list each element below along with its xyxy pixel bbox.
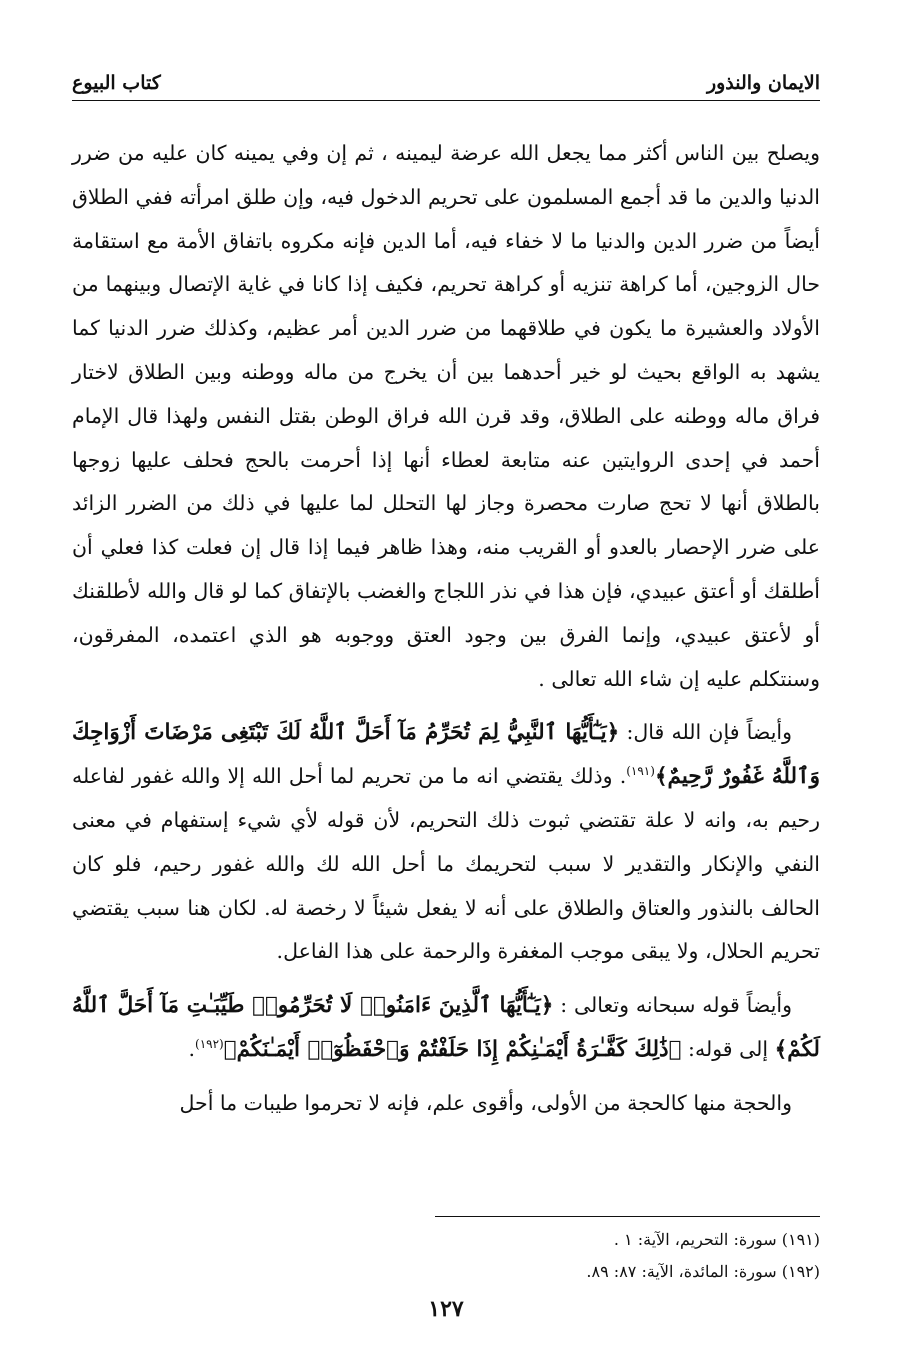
paragraph-3-intro: وأيضاً قوله سبحانه وتعالى : — [553, 993, 792, 1018]
main-text — [72, 132, 820, 1126]
paragraph-2-intro: وأيضاً فإن الله قال: — [619, 720, 793, 745]
book-page — [72, 60, 820, 1350]
paragraph-1: ويصلح بين الناس أكثر مما يجعل الله عرضة ليمينه ، ثم إن وفي يمينه كان عليه من ضرر الدنيا والدين ما قد أجمع المسلمون على تحريم الدخول فيه، وإن طلق امرأته ففي الطلاق أيضاً من ضرر الدين والدنيا ما لا خفاء فيه، أما الدين فإنه مكروه باتفاق الأمة مع استقامة حال الزوجين، أما كراهة تنزيه أو كراهة تحريم، فكيف إذا كانا في غاية الإتصال وبينهما من الأولاد والعشيرة ما يكون في طلاقهما من ضرر الدين أمر عظيم، وكذلك ضرر الدنيا كما يشهد به الواقع بحيث لو خير أحدهما بين أن يخرج من ماله ووطنه وبين الطلاق لاختار فراق ماله ووطنه على الطلاق، وقد قرن الله فراق الوطن بقتل النفس ولهذا قال الإمام أحمد في إحدى الروايتين عنه متابعة لعطاء أنها إذا أحرمت بالحج فحلف عليها زوجها بالطلاق أنها لا تحج صارت محصرة وجاز لها التحلل لما عليها في ذلك من الضرر الزائد على ضرر الإحصار بالعدو أو القريب منه، وهذا ظاهر فيما إذا قال إن فعلت كذا فعلي أن أطلقك أو أعتق عبيدي، فإن هذا في نذر اللجاج والغضب بالإتفاق كما لو قال والله لأطلقنك أو لأعتق عبيدي، وإنما الفرق بين وجود العتق ووجوبه هو الذي اعتمده، المفرقون، وسنتكلم عليه إن شاء الله تعالى . — [72, 141, 820, 691]
book-title: كتاب البيوع — [72, 72, 161, 94]
paragraph-2 — [72, 711, 820, 974]
footnotes — [72, 1224, 820, 1288]
footnote-192: (١٩٢) سورة: المائدة، الآية: ٨٧: ٨٩. — [586, 1262, 820, 1281]
paragraph-4: والحجة منها كالحجة من الأولى، وأقوى علم، فإنه لا تحرموا طيبات ما أحل — [179, 1090, 792, 1115]
paragraph-3-end: . — [188, 1036, 195, 1061]
page-number: ١٢٧ — [428, 1296, 464, 1322]
footnote-divider — [435, 1216, 820, 1217]
quran-verse-2: ﴿يَـٰٓأَيُّهَا ٱلَّذِينَ ءَامَنُوا۟ لَا تُحَرِّمُوا۟ طَيِّبَـٰتِ مَآ أَحَلَّ ٱللَّهُ لَكُمْ﴾ — [72, 993, 820, 1062]
paragraph-3 — [72, 984, 820, 1072]
quran-verse-1: ﴿يَـٰٓأَيُّهَا ٱلنَّبِيُّ لِمَ تُحَرِّمُ مَآ أَحَلَّ ٱللَّهُ لَكَ تَبْتَغِى مَرْضَاتَ أَزْوَاجِكَ وَٱللَّهُ غَفُورٌ رَّحِيمٌ﴾ — [72, 720, 821, 790]
footnote-191: (١٩١) سورة: التحريم، الآية: ١ . — [613, 1230, 820, 1249]
paragraph-3-middle: إلى قوله: — [681, 1036, 775, 1061]
footnote-ref-191: (١٩١) — [626, 764, 655, 779]
quran-verse-3: ﴿ذَٰلِكَ كَفَّـٰرَةُ أَيْمَـٰنِكُمْ إِذَا حَلَفْتُمْ وَٱحْفَظُوٓا۟ أَيْمَـٰنَكُمْ﴾ — [223, 1036, 682, 1062]
paragraph-2-body: . وذلك يقتضي انه ما من تحريم لما أحل الله إلا والله غفور لفاعله رحيم به، وانه لا علة تقتضي ثبوت ذلك التحريم، لأن قوله لأي شيء إستفهام في معنى النفي والإنكار والتقدير لا سبب لتحريمك ما أحل الله لك والله غفور رحيم، فلو كان الحالف بالنذور والعتاق والطلاق على أنه لا يفعل شيئاً لا رخصة له. لكان هنا سبب يقتضي تحريم الحلال، ولا يبقى موجب المغفرة والرحمة على هذا الفاعل. — [72, 764, 820, 964]
footnote-ref-192: (١٩٢) — [195, 1037, 224, 1052]
chapter-title: الايمان والنذور — [706, 72, 820, 94]
running-header — [72, 70, 820, 101]
